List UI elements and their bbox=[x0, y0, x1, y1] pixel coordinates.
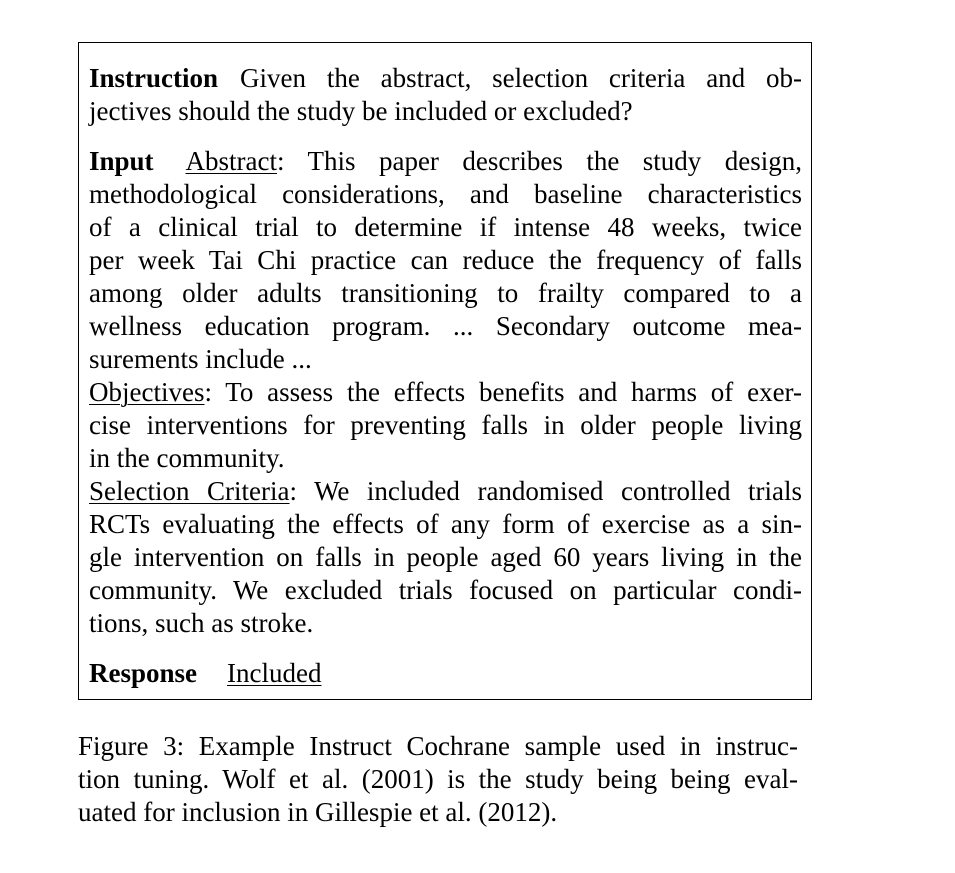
instruction-line-1 bbox=[89, 62, 802, 95]
caption-line: Figure 3: Example Instruct Cochrane sample used in instruc- bbox=[78, 731, 798, 761]
abstract-label: Abstract bbox=[185, 146, 278, 176]
caption-line: uated for inclusion in Gillespie et al. (2012). bbox=[78, 797, 558, 827]
abstract-text-start: : This paper describes the study design, bbox=[277, 146, 802, 176]
instruction-text: Given the abstract, selection criteria and ob- bbox=[240, 63, 802, 93]
figure-box bbox=[78, 42, 812, 700]
objectives-line: in the community. bbox=[89, 443, 285, 473]
objectives-text-start: : To assess the effects benefits and harms of exer- bbox=[204, 377, 802, 407]
abstract-line-1 bbox=[89, 145, 802, 178]
selection-line: tions, such as stroke. bbox=[89, 608, 314, 638]
selection-line: gle intervention on falls in people aged 60 years living in the bbox=[89, 542, 802, 572]
abstract-line: surements include ... bbox=[89, 344, 312, 374]
instruction-label: Instruction bbox=[89, 63, 219, 93]
objectives-line-1 bbox=[89, 376, 802, 409]
response-label: Response bbox=[89, 658, 198, 688]
abstract-line: of a clinical trial to determine if intense 48 weeks, twice bbox=[89, 212, 802, 242]
instruction-line-2: jectives should the study be included or excluded? bbox=[89, 96, 633, 126]
selection-line-1 bbox=[89, 475, 802, 508]
abstract-line: among older adults transitioning to frailty compared to a bbox=[89, 278, 802, 308]
caption-line: tion tuning. Wolf et al. (2001) is the study being being eval- bbox=[78, 764, 798, 794]
selection-criteria-label: Selection Criteria bbox=[89, 476, 290, 506]
response-line bbox=[89, 657, 802, 690]
figure-content bbox=[89, 62, 802, 690]
abstract-line: per week Tai Chi practice can reduce the frequency of falls bbox=[89, 245, 802, 275]
input-label: Input bbox=[89, 146, 154, 176]
selection-text-start: : We included randomised controlled trials bbox=[289, 476, 802, 506]
abstract-line: methodological considerations, and baseline characteristics bbox=[89, 179, 802, 209]
objectives-label: Objectives bbox=[89, 377, 205, 407]
selection-line: RCTs evaluating the effects of any form of exercise as a sin- bbox=[89, 509, 802, 539]
selection-line: community. We excluded trials focused on particular condi- bbox=[89, 575, 802, 605]
objectives-line: cise interventions for preventing falls in older people living bbox=[89, 410, 802, 440]
abstract-line: wellness education program. ... Secondary outcome mea- bbox=[89, 311, 802, 341]
figure-caption bbox=[78, 730, 798, 829]
response-value: Included bbox=[227, 658, 322, 688]
